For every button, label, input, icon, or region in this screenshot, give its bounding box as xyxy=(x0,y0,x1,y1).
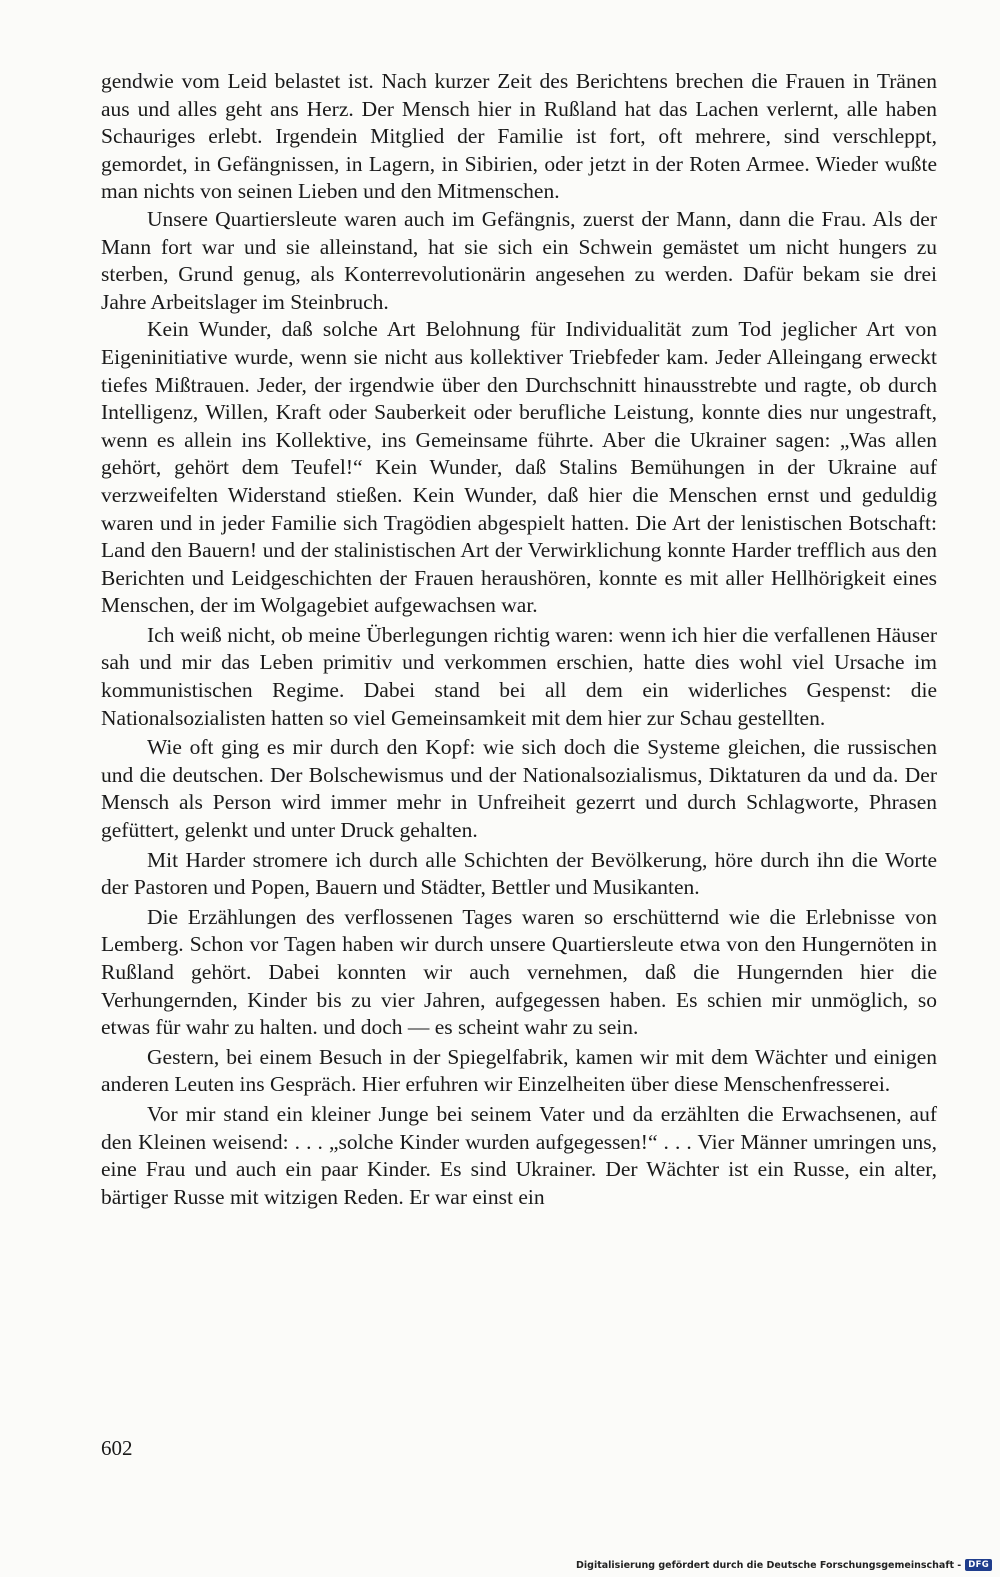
dfg-logo: DFG xyxy=(965,1559,992,1571)
digitization-footer xyxy=(576,1557,992,1573)
paragraph-7: Die Erzählungen des verflossenen Tages waren so erschütternd wie die Erlebnisse von Lemberg. Schon vor Tagen haben wir durch unsere Quartiersleute etwa von den Hungernöten in Rußland gehört. Dabei konnten wir auch vernehmen, daß die Hungernden hier die Verhungernden, Kinder bis zu vier Jahren, aufgegessen haben. Es schien mir unmöglich, so etwas für wahr zu halten. und doch — es scheint wahr zu sein. xyxy=(101,904,937,1040)
footer-text: Digitalisierung gefördert durch die Deutsche Forschungsgemeinschaft - xyxy=(576,1559,962,1571)
paragraph-8: Gestern, bei einem Besuch in der Spiegelfabrik, kamen wir mit dem Wächter und einigen anderen Leuten ins Gespräch. Hier erfuhren wir Einzelheiten über diese Menschenfresserei. xyxy=(101,1044,937,1097)
page-number: 602 xyxy=(101,1436,133,1460)
paragraph-6: Mit Harder stromere ich durch alle Schichten der Bevölkerung, höre durch ihn die Worte der Pastoren und Popen, Bauern und Städter, Bettler und Musikanten. xyxy=(101,847,937,900)
paragraph-9: Vor mir stand ein kleiner Junge bei seinem Vater und da erzählten die Erwachsenen, auf den Kleinen weisend: . . . „solche Kinder wurden aufgegessen!“ . . . Vier Männer umringen uns, eine Frau und auch ein paar Kinder. Es sind Ukrainer. Der Wächter ist ein Russe, ein alter, bärtiger Russe mit witzigen Reden. Er war einst ein xyxy=(101,1101,937,1209)
paragraph-1: gendwie vom Leid belastet ist. Nach kurzer Zeit des Berichtens brechen die Frauen in Tränen aus und alles geht ans Herz. Der Mensch hier in Rußland hat das Lachen verlernt, alle haben Schauriges erlebt. Irgendein Mitglied der Familie ist fort, oft mehrere, sind verschleppt, gemordet, in Gefängnissen, in Lagern, in Sibirien, oder jetzt in der Roten Armee. Wieder wußte man nichts von seinen Lieben und den Mitmenschen. xyxy=(101,69,937,204)
paragraph-5: Wie oft ging es mir durch den Kopf: wie sich doch die Systeme gleichen, die russischen und die deutschen. Der Bolschewismus und der Nationalsozialismus, Diktaturen da und da. Der Mensch als Person wird immer mehr in Unfreiheit gezerrt und durch Schlagworte, Phrasen gefüttert, gelenkt und unter Druck gehalten. xyxy=(101,735,937,843)
body-text xyxy=(101,68,937,1211)
paragraph-2: Unsere Quartiersleute waren auch im Gefängnis, zuerst der Mann, dann die Frau. Als der Mann fort war und sie alleinstand, hat sie sich ein Schwein gemästet um nicht hungers zu sterben, Grund genug, als Konterrevolutionärin angesehen zu werden. Dafür bekam sie drei Jahre Arbeitslager im Steinbruch. xyxy=(101,206,937,314)
paragraph-3: Kein Wunder, daß solche Art Belohnung für Individualität zum Tod jeglicher Art von Eigeninitiative wurde, wenn sie nicht aus kollektiver Triebfeder kam. Jeder Alleingang erweckt tiefes Mißtrauen. Jeder, der irgendwie über den Durchschnitt hinausstrebte und ragte, ob durch Intelligenz, Willen, Kraft oder Sauberkeit oder berufliche Leistung, konnte dies nur ungestraft, wenn es allein ins Kollektive, ins Gemeinsame führte. Aber die Ukrainer sagen: „Was allen gehört, gehört dem Teufel!“ Kein Wunder, daß Stalins Bemühungen in der Ukraine auf verzweifelten Widerstand stießen. Kein Wunder, daß hier die Menschen ernst und geduldig waren und in jeder Familie sich Tragödien abgespielt hatten. Die Art der lenistischen Botschaft: Land den Bauern! und der stalinistischen Art der Verwirklichung konnte Harder trefflich aus den Berichten und Leidgeschichten der Frauen heraushören, konnte es mit aller Hellhörigkeit eines Menschen, der im Wolgagebiet aufgewachsen war. xyxy=(101,317,937,618)
paragraph-4: Ich weiß nicht, ob meine Überlegungen richtig waren: wenn ich hier die verfallenen Häuser sah und mir das Leben primitiv und verkommen erschien, hatte dies wohl viel Ursache im kommunistischen Regime. Dabei stand bei all dem ein widerliches Gespenst: die Nationalsozialisten hatten so viel Gemeinsamkeit mit dem hier zur Schau gestellten. xyxy=(101,622,937,730)
